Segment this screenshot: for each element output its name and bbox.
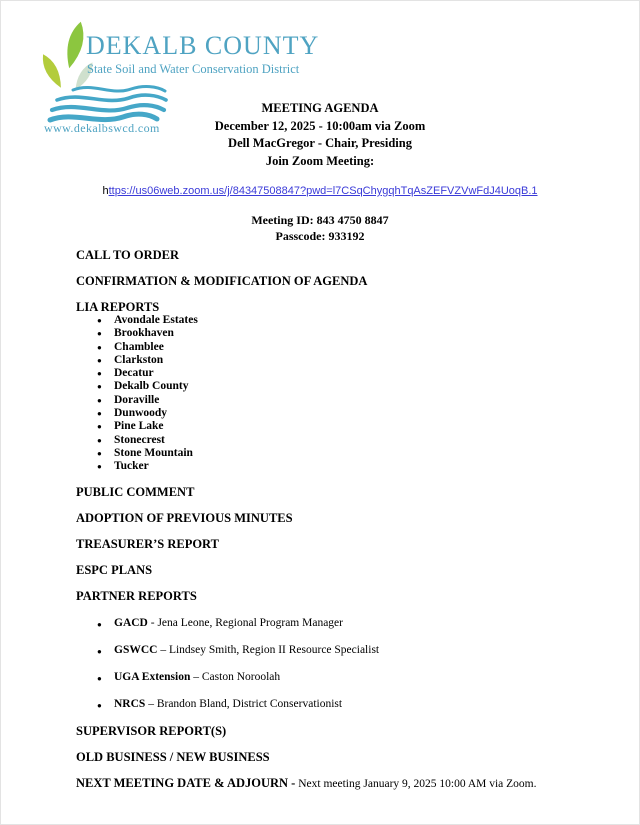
section-supervisor-reports: SUPERVISOR REPORT(S)	[76, 723, 227, 738]
partner-detail: – Lindsey Smith, Region II Resource Specialist	[157, 643, 380, 656]
org-website: www.dekalbswcd.com	[44, 121, 160, 135]
page-title: MEETING AGENDA	[261, 101, 379, 115]
section-adoption-minutes: ADOPTION OF PREVIOUS MINUTES	[76, 510, 293, 525]
section-treasurer-report: TREASURER’S REPORT	[76, 536, 219, 551]
lia-list-item: ● Dekalb County	[76, 380, 599, 393]
meeting-id-line: Meeting ID: 843 4750 8847	[251, 213, 389, 227]
lia-list-item: ● Tucker	[76, 460, 599, 473]
section-espc-plans: ESPC PLANS	[76, 562, 153, 577]
partner-report-list	[76, 617, 599, 711]
meeting-credentials	[1, 213, 639, 244]
section-call-to-order: CALL TO ORDER	[76, 248, 180, 262]
partner-name: UGA Extension	[114, 670, 191, 683]
meeting-date-line: December 12, 2025 - 10:00am via Zoom	[214, 118, 426, 133]
next-meeting-label: NEXT MEETING DATE & ADJOURN -	[76, 775, 296, 790]
section-lia-reports: LIA REPORTS	[76, 300, 160, 314]
waves-icon	[43, 83, 169, 125]
lia-list-item: ● Doraville	[76, 394, 599, 407]
partner-detail: - Jena Leone, Regional Program Manager	[147, 616, 343, 629]
section-confirmation: CONFIRMATION & MODIFICATION OF AGENDA	[76, 274, 368, 288]
lia-list-item: ● Stone Mountain	[76, 447, 599, 460]
next-meeting-detail: Next meeting January 9, 2025 10:00 AM via Zoom.	[295, 777, 537, 790]
partner-list-item	[76, 671, 599, 684]
lia-list-item: ● Brookhaven	[76, 327, 599, 340]
partner-list-item	[76, 617, 599, 630]
partner-list-item	[76, 644, 599, 657]
zoom-meeting-link[interactable]: ttps://us06web.zoom.us/j/84347508847?pwd=l7CSqChygqhTqAsZEFVZVwFdJ4UoqB.1	[108, 185, 538, 197]
partner-detail: – Caston Noroolah	[190, 670, 281, 683]
lia-list-item: ● Decatur	[76, 367, 599, 380]
meeting-chair-line: Dell MacGregor - Chair, Presiding	[228, 136, 412, 150]
partner-name: GSWCC	[114, 643, 158, 656]
org-name: DEKALB COUNTY	[86, 31, 320, 60]
section-partner-reports: PARTNER REPORTS	[76, 588, 197, 603]
lia-list-item: ● Avondale Estates	[76, 314, 599, 327]
zoom-link-prefix: h	[102, 185, 109, 197]
lia-report-list	[76, 314, 599, 474]
passcode-line: Passcode: 933192	[275, 228, 365, 243]
agenda-body	[1, 249, 639, 791]
partner-name: GACD	[114, 616, 148, 629]
lia-list-item: ● Pine Lake	[76, 420, 599, 433]
lia-list-item: ● Dunwoody	[76, 407, 599, 420]
section-public-comment: PUBLIC COMMENT	[76, 484, 195, 499]
org-tagline: State Soil and Water Conservation District	[87, 62, 300, 76]
section-next-meeting	[76, 777, 599, 791]
partner-list-item	[76, 698, 599, 711]
section-old-new-business: OLD BUSINESS / NEW BUSINESS	[76, 749, 270, 764]
partner-detail: – Brandon Bland, District Conservationist	[145, 697, 343, 710]
org-logo	[31, 17, 331, 139]
lia-list-item: ● Chamblee	[76, 341, 599, 354]
zoom-link-line	[1, 184, 639, 199]
partner-name: NRCS	[114, 697, 146, 710]
join-zoom-label: Join Zoom Meeting:	[265, 153, 375, 168]
lia-list-item: ● Stonecrest	[76, 434, 599, 447]
lia-list-item: ● Clarkston	[76, 354, 599, 367]
